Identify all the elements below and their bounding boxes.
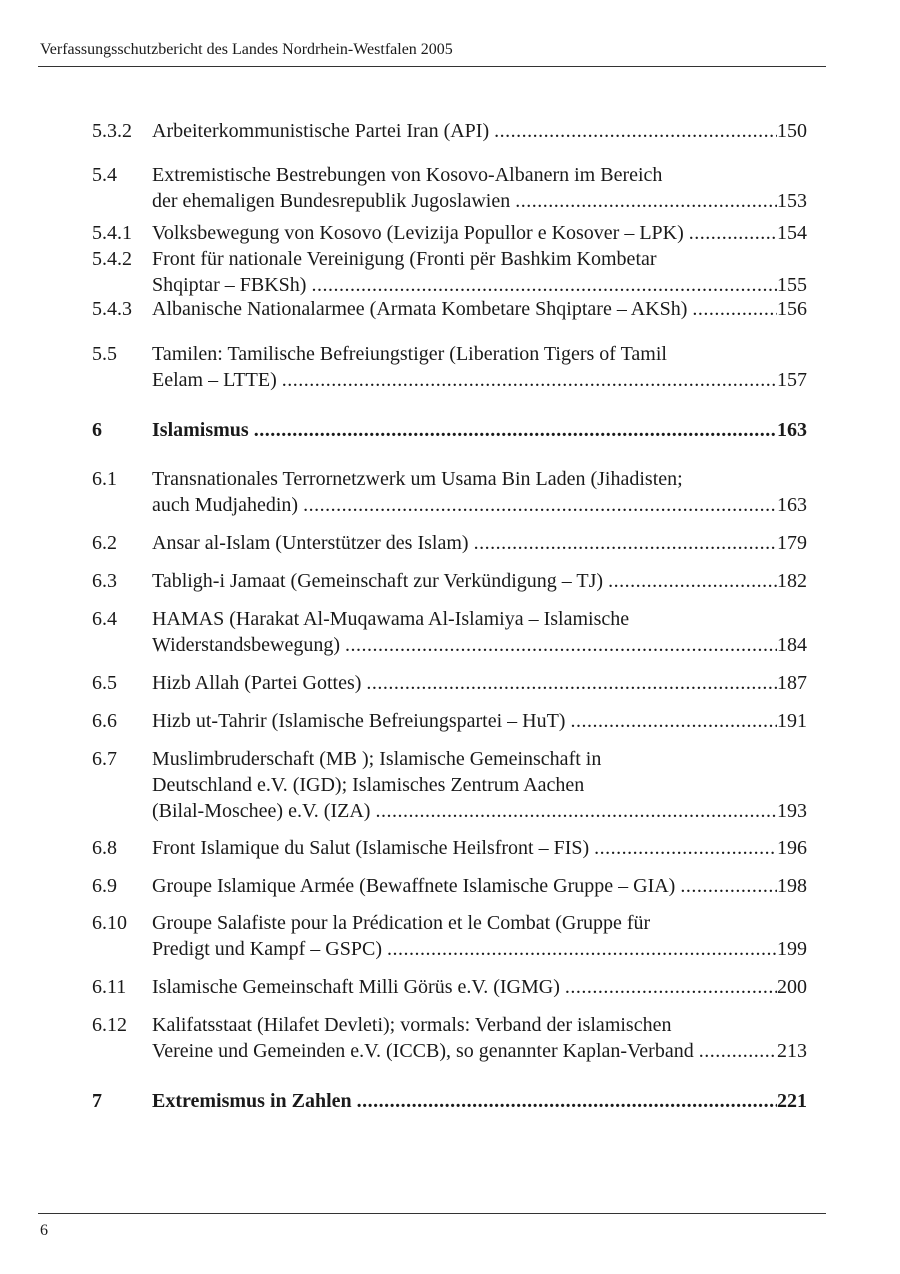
toc-entry-page: 221 bbox=[777, 1090, 807, 1112]
toc-entry-title-line: HAMAS (Harakat Al-Muqawama Al-Islamiya – Islamische bbox=[152, 608, 630, 630]
toc-entry-title-line: der ehemaligen Bundesrepublik Jugoslawien bbox=[152, 190, 511, 212]
toc-entry-number: 6.9 bbox=[92, 875, 117, 897]
toc-entry-title-line: Eelam – LTTE) bbox=[152, 369, 277, 391]
toc-entry-title-line: Front für nationale Vereinigung (Fronti për Bashkim Kombetar bbox=[152, 248, 657, 270]
dot-leader bbox=[684, 220, 777, 246]
dot-leader bbox=[298, 492, 777, 518]
toc-entry-number: 6.6 bbox=[92, 710, 117, 732]
toc-entry-number: 6.11 bbox=[92, 976, 127, 998]
toc-entry-title bbox=[152, 708, 807, 734]
toc-entry-number: 6 bbox=[92, 419, 102, 441]
toc-entry-title bbox=[152, 162, 807, 214]
toc-entry-title bbox=[152, 670, 807, 696]
toc-entry-number: 6.8 bbox=[92, 837, 117, 859]
toc-entry-title-line: Ansar al-Islam (Unterstützer des Islam) bbox=[152, 532, 469, 554]
toc-entry-page: 157 bbox=[777, 369, 807, 391]
toc-entry-title-line: Islamismus bbox=[152, 419, 249, 441]
footer-rule bbox=[38, 1213, 826, 1214]
toc-entry-page: 198 bbox=[777, 875, 807, 897]
toc-entry-title bbox=[152, 530, 807, 556]
toc-entry-number: 5.3.2 bbox=[92, 120, 132, 142]
dot-leader bbox=[603, 568, 777, 594]
dot-leader bbox=[560, 974, 777, 1000]
toc-entry-page: 184 bbox=[777, 634, 807, 656]
toc-entry-page: 179 bbox=[777, 532, 807, 554]
toc-entry-number: 6.2 bbox=[92, 532, 117, 554]
toc-entry-title-line: Predigt und Kampf – GSPC) bbox=[152, 938, 382, 960]
toc-entry-title bbox=[152, 835, 807, 861]
dot-leader bbox=[687, 296, 777, 322]
toc-entry-page: 193 bbox=[777, 800, 807, 822]
dot-leader bbox=[589, 835, 777, 861]
toc-entry-title-line: Volksbewegung von Kosovo (Levizija Popullor e Kosover – LPK) bbox=[152, 222, 684, 244]
toc-entry-title-line: Tabligh-i Jamaat (Gemeinschaft zur Verkündigung – TJ) bbox=[152, 570, 604, 592]
toc-entry-number: 6.12 bbox=[92, 1014, 127, 1036]
running-header: Verfassungsschutzbericht des Landes Nordrhein-Westfalen 2005 bbox=[40, 41, 453, 58]
dot-leader bbox=[469, 530, 777, 556]
toc-entry-page: 182 bbox=[777, 570, 807, 592]
toc-entry-page: 196 bbox=[777, 837, 807, 859]
dot-leader bbox=[370, 798, 777, 824]
dot-leader bbox=[694, 1038, 777, 1064]
toc-entry-title-line: Hizb ut-Tahrir (Islamische Befreiungspartei – HuT) bbox=[152, 710, 566, 732]
toc-entry-number: 7 bbox=[92, 1090, 102, 1112]
toc-entry-page: 213 bbox=[777, 1040, 807, 1062]
toc-entry-title bbox=[152, 220, 807, 246]
toc-entry-title bbox=[152, 1012, 807, 1064]
page-number: 6 bbox=[40, 1222, 48, 1239]
toc-entry-page: 154 bbox=[777, 222, 807, 244]
toc-entry-title-line: Extremismus in Zahlen bbox=[152, 1090, 352, 1112]
dot-leader bbox=[352, 1088, 777, 1114]
toc-entry-page: 200 bbox=[777, 976, 807, 998]
toc-entry-title bbox=[152, 910, 807, 962]
toc-entry-title-line: Widerstandsbewegung) bbox=[152, 634, 341, 656]
dot-leader bbox=[306, 272, 777, 298]
toc-entry-page: 199 bbox=[777, 938, 807, 960]
toc-entry-number: 5.4.1 bbox=[92, 222, 132, 244]
toc-entry-page: 163 bbox=[777, 419, 807, 441]
toc-entry-page: 150 bbox=[777, 120, 807, 142]
toc-entry-title-line: Groupe Salafiste pour la Prédication et le Combat (Gruppe für bbox=[152, 912, 651, 934]
toc-entry-page: 187 bbox=[777, 672, 807, 694]
toc-entry-title bbox=[152, 466, 807, 518]
toc-entry-number: 5.4 bbox=[92, 164, 117, 186]
toc-entry-number: 5.4.2 bbox=[92, 248, 132, 270]
toc-entry-title-line: Deutschland e.V. (IGD); Islamisches Zentrum Aachen bbox=[152, 774, 585, 796]
toc-entry-title-line: Groupe Islamique Armée (Bewaffnete Islamische Gruppe – GIA) bbox=[152, 875, 676, 897]
toc-entry-number: 6.1 bbox=[92, 468, 117, 490]
toc-entry-number: 5.5 bbox=[92, 343, 117, 365]
toc-entry-number: 6.4 bbox=[92, 608, 117, 630]
toc-entry-title bbox=[152, 746, 807, 824]
dot-leader bbox=[675, 873, 777, 899]
toc-entry-number: 6.3 bbox=[92, 570, 117, 592]
toc-entry-title bbox=[152, 296, 807, 322]
toc-entry-number: 6.10 bbox=[92, 912, 127, 934]
dot-leader bbox=[489, 118, 777, 144]
toc-entry-title-line: auch Mudjahedin) bbox=[152, 494, 299, 516]
toc-entry-title-line: Hizb Allah (Partei Gottes) bbox=[152, 672, 362, 694]
toc-entry-title-line: Muslimbruderschaft (MB ); Islamische Gemeinschaft in bbox=[152, 748, 602, 770]
toc-entry-title bbox=[152, 118, 807, 144]
toc-entry-title-line: Extremistische Bestrebungen von Kosovo-Albanern im Bereich bbox=[152, 164, 663, 186]
dot-leader bbox=[361, 670, 777, 696]
toc-entry-title bbox=[152, 246, 807, 298]
toc-entry-title-line: Albanische Nationalarmee (Armata Kombetare Shqiptare – AKSh) bbox=[152, 298, 688, 320]
toc-entry-title bbox=[152, 1088, 807, 1114]
dot-leader bbox=[249, 417, 777, 443]
toc-entry-number: 5.4.3 bbox=[92, 298, 132, 320]
dot-leader bbox=[382, 936, 777, 962]
toc-entry-page: 191 bbox=[777, 710, 807, 732]
toc-entry-page: 156 bbox=[777, 298, 807, 320]
toc-entry-page: 163 bbox=[777, 494, 807, 516]
toc-entry-page: 155 bbox=[777, 274, 807, 296]
toc-entry-title bbox=[152, 974, 807, 1000]
dot-leader bbox=[510, 188, 777, 214]
dot-leader bbox=[565, 708, 777, 734]
toc-entry-title-line: (Bilal-Moschee) e.V. (IZA) bbox=[152, 800, 371, 822]
toc-entry-title bbox=[152, 606, 807, 658]
toc-entry-page: 153 bbox=[777, 190, 807, 212]
toc-entry-number: 6.7 bbox=[92, 748, 117, 770]
toc-entry-title-line: Vereine und Gemeinden e.V. (ICCB), so genannter Kaplan-Verband bbox=[152, 1040, 694, 1062]
toc-entry-title bbox=[152, 568, 807, 594]
toc-entry-title-line: Shqiptar – FBKSh) bbox=[152, 274, 307, 296]
dot-leader bbox=[340, 632, 777, 658]
toc-entry-title bbox=[152, 873, 807, 899]
toc-entry-title-line: Islamische Gemeinschaft Milli Görüs e.V. (IGMG) bbox=[152, 976, 560, 998]
toc-entry-title-line: Front Islamique du Salut (Islamische Heilsfront – FIS) bbox=[152, 837, 590, 859]
dot-leader bbox=[277, 367, 777, 393]
toc-entry-title-line: Tamilen: Tamilische Befreiungstiger (Liberation Tigers of Tamil bbox=[152, 343, 667, 365]
toc-entry-title-line: Arbeiterkommunistische Partei Iran (API) bbox=[152, 120, 490, 142]
toc-entry-number: 6.5 bbox=[92, 672, 117, 694]
toc-entry-title bbox=[152, 341, 807, 393]
toc-entry-title-line: Transnationales Terrornetzwerk um Usama Bin Laden (Jihadisten; bbox=[152, 468, 683, 490]
toc-entry-title bbox=[152, 417, 807, 443]
toc-entry-title-line: Kalifatsstaat (Hilafet Devleti); vormals: Verband der islamischen bbox=[152, 1014, 672, 1036]
